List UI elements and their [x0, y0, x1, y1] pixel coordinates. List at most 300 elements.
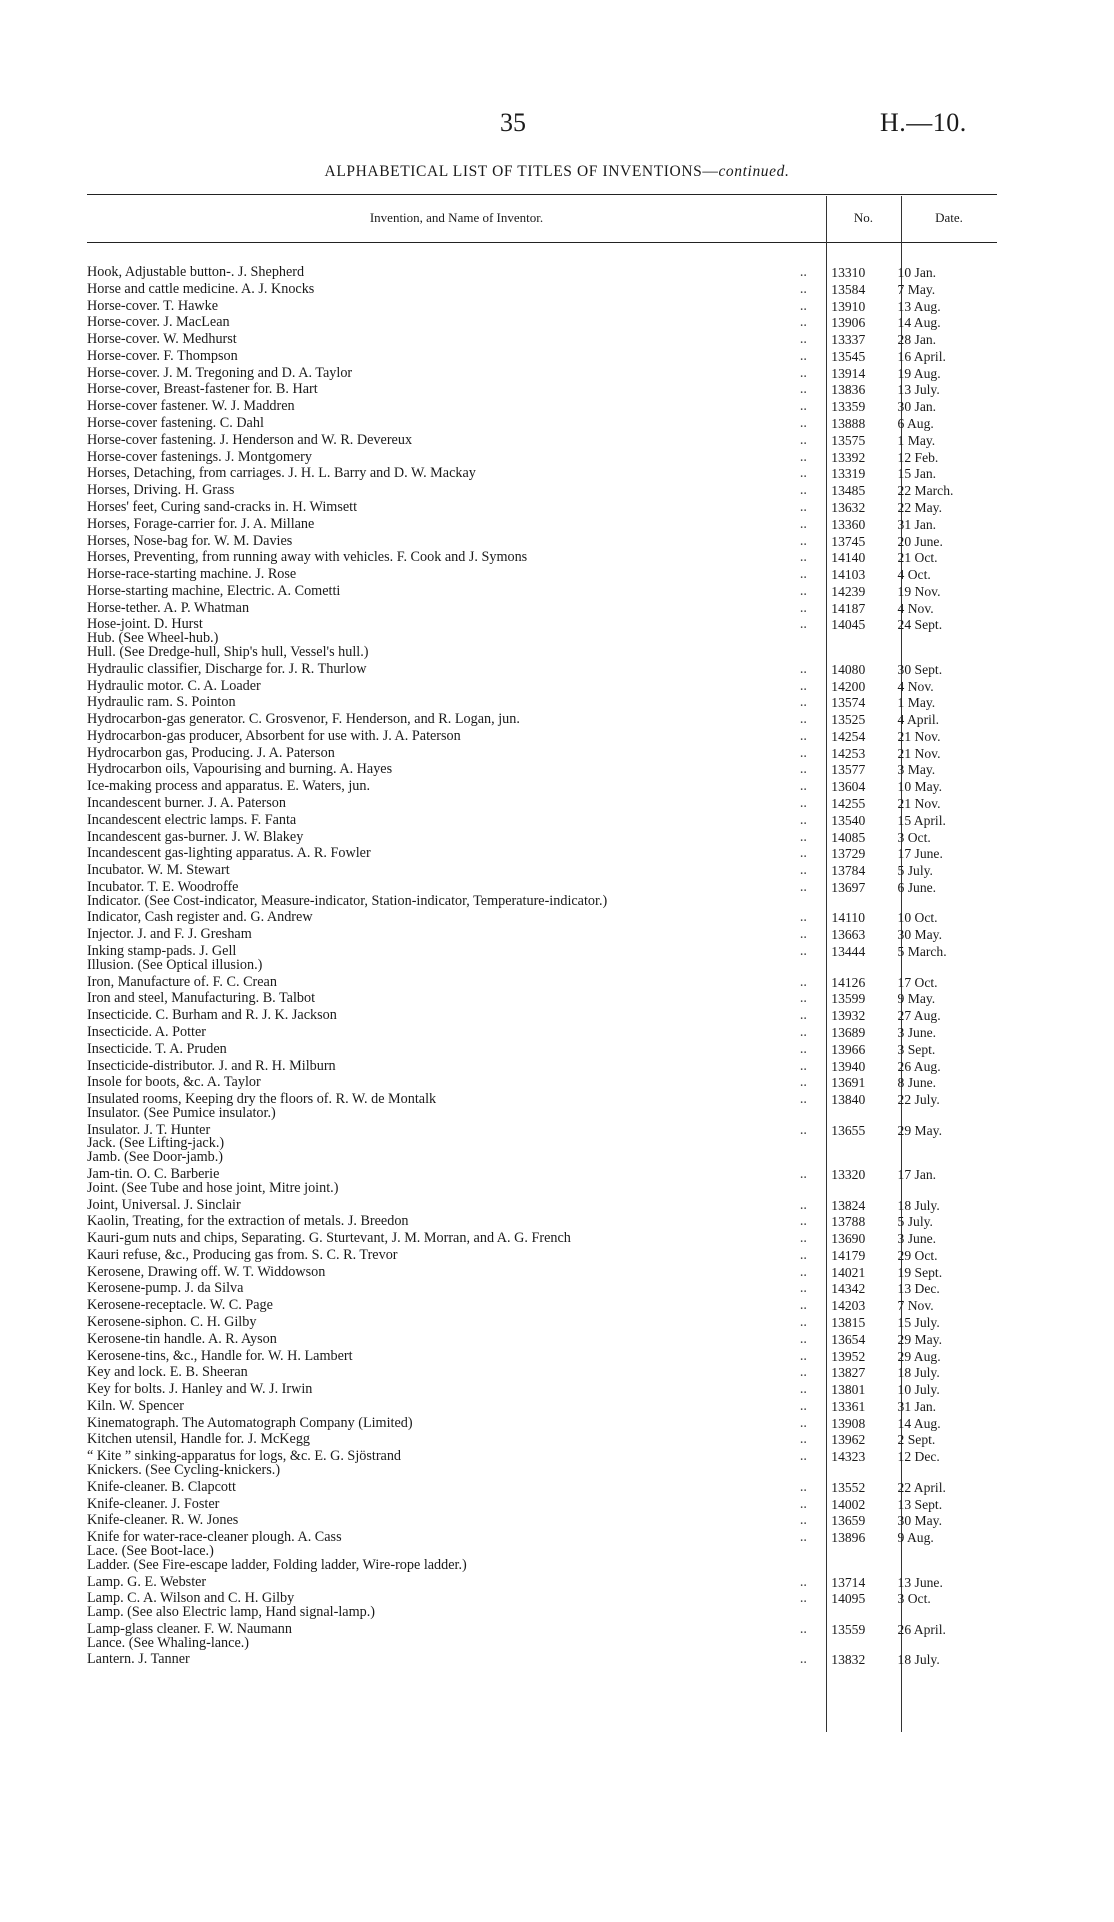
invention-title: Kiln. W. Spencer .. — [87, 1397, 807, 1414]
invention-title: Jam-tin. O. C. Barberie .. — [87, 1165, 807, 1182]
patent-number: 14323 — [831, 1449, 866, 1465]
patent-date: 12 Dec. — [897, 1449, 940, 1465]
dot-leader: .. — [799, 566, 807, 583]
dot-leader: .. — [799, 498, 807, 515]
patent-number: 13745 — [831, 533, 866, 549]
patent-number: 13444 — [831, 944, 866, 960]
invention-title: Lamp. G. E. Webster .. — [87, 1573, 807, 1590]
dot-leader: .. — [799, 1495, 807, 1512]
patent-date: 9 Aug. — [897, 1530, 934, 1546]
invention-title: Horse-cover. J. M. Tregoning and D. A. Taylor .. — [87, 364, 807, 381]
invention-title: Insulator. J. T. Hunter .. — [87, 1121, 807, 1138]
patent-number: 14342 — [831, 1281, 866, 1297]
patent-number: 13663 — [831, 927, 866, 943]
patent-date: 21 Nov. — [897, 745, 941, 761]
list-item — [87, 1009, 997, 1023]
patent-number: 13940 — [831, 1058, 866, 1074]
dot-leader: .. — [799, 297, 807, 314]
patent-date: 4 April. — [897, 712, 940, 728]
list-item — [87, 266, 997, 280]
list-item — [87, 1634, 997, 1651]
list-item — [87, 797, 997, 811]
list-item — [87, 498, 997, 515]
list-item — [87, 383, 997, 397]
patent-number: 13952 — [831, 1348, 866, 1364]
patent-date: 30 Jan. — [897, 399, 937, 415]
invention-title: Horse-tether. A. P. Whatman .. — [87, 599, 807, 616]
patent-number: 13840 — [831, 1092, 866, 1108]
list-item — [87, 484, 997, 498]
dot-leader: .. — [799, 660, 807, 677]
invention-title: Horse-cover fastening. J. Henderson and W. R. Devereux .. — [87, 431, 807, 448]
dot-leader: .. — [799, 582, 807, 599]
list-item — [87, 400, 997, 414]
list-item — [87, 1573, 997, 1590]
patent-number: 13788 — [831, 1214, 866, 1230]
dot-leader: .. — [799, 1213, 807, 1230]
dot-leader: .. — [799, 1314, 807, 1330]
list-item — [87, 1151, 997, 1165]
invention-title: Ice-making process and apparatus. E. Waters, jun. .. — [87, 778, 807, 795]
patent-date: 13 July. — [897, 382, 940, 398]
invention-title: Horse-cover. T. Hawke .. — [87, 297, 807, 314]
patent-date: 3 Sept. — [897, 1041, 936, 1057]
patent-date: 26 April. — [897, 1621, 946, 1637]
patent-date: 28 Jan. — [897, 332, 937, 348]
list-item — [87, 1366, 997, 1380]
patent-date: 30 May. — [897, 1513, 942, 1529]
list-item — [87, 696, 997, 710]
list-item — [87, 911, 997, 925]
patent-number: 13659 — [831, 1513, 866, 1529]
patent-number: 14187 — [831, 600, 866, 616]
patent-date: 9 May. — [897, 991, 936, 1007]
dot-leader: .. — [799, 1381, 807, 1398]
patent-date: 17 June. — [897, 846, 943, 862]
patent-date: 10 Oct. — [897, 910, 938, 926]
invention-title: Incandescent burner. J. A. Paterson .. — [87, 795, 807, 811]
dot-leader: .. — [799, 347, 807, 364]
patent-date: 30 May. — [897, 927, 942, 943]
dot-leader: .. — [799, 549, 807, 566]
list-item — [87, 643, 997, 660]
patent-number: 13932 — [831, 1008, 866, 1024]
patent-number: 13910 — [831, 298, 866, 314]
patent-number: 14110 — [831, 910, 865, 926]
patent-number: 13320 — [831, 1166, 866, 1182]
invention-title: Hook, Adjustable button-. J. Shepherd .. — [87, 264, 807, 280]
list-item — [87, 811, 997, 828]
invention-title: Incubator. W. M. Stewart .. — [87, 862, 807, 879]
invention-title: Lamp-glass cleaner. F. W. Naumann .. — [87, 1620, 807, 1637]
column-header-date: Date. — [935, 210, 963, 225]
dot-leader: .. — [799, 1651, 807, 1668]
patent-date: 14 Aug. — [897, 315, 941, 331]
patent-date: 22 March. — [897, 483, 954, 499]
invention-title: Hydraulic classifier, Discharge for. J. R. Thurlow .. — [87, 660, 807, 677]
dot-leader: .. — [799, 415, 807, 432]
patent-number: 13836 — [831, 382, 866, 398]
list-item — [87, 568, 997, 582]
dot-leader: .. — [799, 1263, 807, 1280]
dot-leader: .. — [799, 761, 807, 778]
invention-title: Hull. (See Dredge-hull, Ship's hull, Vessel's hull.) — [87, 643, 369, 660]
invention-title: Horse-cover. W. Medhurst .. — [87, 331, 807, 348]
invention-title: Insole for boots, &c. A. Taylor .. — [87, 1074, 807, 1091]
patent-number: 14140 — [831, 550, 866, 566]
invention-title: Hydrocarbon-gas producer, Absorbent for use with. J. A. Paterson .. — [87, 727, 807, 744]
invention-title: Knife-cleaner. J. Foster .. — [87, 1495, 807, 1512]
patent-number: 14203 — [831, 1298, 866, 1314]
dot-leader: .. — [799, 1573, 807, 1590]
invention-title: Horse-starting machine, Electric. A. Cometti .. — [87, 582, 807, 599]
patent-number: 13697 — [831, 879, 866, 895]
dot-leader: .. — [799, 599, 807, 616]
dot-leader: .. — [799, 795, 807, 811]
patent-date: 22 July. — [897, 1092, 940, 1108]
list-item — [87, 763, 997, 777]
list-item — [87, 333, 997, 347]
list-item — [87, 992, 997, 1006]
list-item — [87, 1263, 997, 1280]
patent-date: 13 June. — [897, 1574, 943, 1590]
list-item — [87, 864, 997, 878]
patent-number: 13584 — [831, 281, 866, 297]
list-item — [87, 928, 997, 942]
list-item — [87, 1514, 997, 1528]
dot-leader: .. — [799, 1431, 807, 1448]
patent-number: 13552 — [831, 1479, 866, 1495]
header-bottom-rule — [87, 242, 997, 243]
dot-leader: .. — [799, 1280, 807, 1297]
dot-leader: .. — [799, 1529, 807, 1546]
page-number: 35 — [500, 108, 526, 137]
dot-leader: .. — [799, 878, 807, 895]
invention-title: Insecticide. C. Burham and R. J. K. Jackson .. — [87, 1007, 807, 1024]
patent-date: 29 Aug. — [897, 1348, 941, 1364]
invention-title: Horses, Detaching, from carriages. J. H. L. Barry and D. W. Mackay .. — [87, 465, 807, 482]
patent-number: 13888 — [831, 416, 866, 432]
invention-title: Joint, Universal. J. Sinclair .. — [87, 1196, 807, 1213]
list-item — [87, 677, 997, 694]
patent-number: 14095 — [831, 1591, 866, 1607]
patent-number: 13832 — [831, 1652, 866, 1668]
list-item — [87, 1246, 997, 1263]
invention-title: Kitchen utensil, Handle for. J. McKegg .. — [87, 1431, 807, 1448]
patent-number: 13540 — [831, 812, 866, 828]
invention-title: Lace. (See Boot-lace.) — [87, 1542, 214, 1559]
dot-leader: .. — [799, 1364, 807, 1381]
invention-title: Injector. J. and F. J. Gresham .. — [87, 926, 807, 943]
dot-leader: .. — [799, 1448, 807, 1465]
invention-title: Incandescent electric lamps. F. Fanta .. — [87, 811, 807, 828]
patent-date: 4 Nov. — [897, 678, 934, 694]
patent-number: 13690 — [831, 1231, 866, 1247]
invention-title: Incandescent gas-lighting apparatus. A. R. Fowler .. — [87, 845, 807, 862]
patent-date: 29 May. — [897, 1331, 942, 1347]
patent-date: 10 May. — [897, 779, 942, 795]
invention-title: Horses, Preventing, from running away with vehicles. F. Cook and J. Symons .. — [87, 549, 807, 566]
patent-date: 10 July. — [897, 1382, 940, 1398]
patent-number: 14253 — [831, 745, 866, 761]
invention-title: Knife-cleaner. R. W. Jones .. — [87, 1512, 807, 1529]
dot-leader: .. — [799, 1057, 807, 1074]
dot-leader: .. — [799, 1347, 807, 1364]
invention-title: Hydrocarbon gas, Producing. J. A. Paterson .. — [87, 744, 807, 761]
patent-number: 13559 — [831, 1621, 866, 1637]
patent-date: 29 May. — [897, 1122, 942, 1138]
patent-date: 8 June. — [897, 1075, 937, 1091]
patent-date: 3 Oct. — [897, 1591, 931, 1607]
list-item — [87, 892, 997, 909]
dot-leader: .. — [799, 1023, 807, 1040]
dot-leader: .. — [799, 1297, 807, 1314]
invention-title: Iron and steel, Manufacturing. B. Talbot .. — [87, 990, 807, 1007]
patent-date: 5 March. — [897, 944, 947, 960]
invention-title: Horse-race-starting machine. J. Rose .. — [87, 566, 807, 583]
patent-number: 14103 — [831, 567, 866, 583]
dot-leader: .. — [799, 845, 807, 862]
dot-leader: .. — [799, 1230, 807, 1247]
list-item — [87, 515, 997, 532]
list-item — [87, 316, 997, 330]
invention-title: Insulated rooms, Keeping dry the floors of. R. W. de Montalk .. — [87, 1091, 807, 1108]
list-item — [87, 1316, 997, 1330]
patent-date: 31 Jan. — [897, 1398, 937, 1414]
list-item — [87, 1433, 997, 1447]
list-item — [87, 1076, 997, 1090]
dot-leader: .. — [799, 1478, 807, 1495]
column-header-no: No. — [853, 210, 874, 225]
list-item — [87, 956, 997, 973]
invention-title: Incubator. T. E. Woodroffe .. — [87, 878, 807, 895]
patent-date: 1 May. — [897, 695, 936, 711]
list-item — [87, 1556, 997, 1573]
dot-leader: .. — [799, 264, 807, 280]
patent-date: 18 July. — [897, 1652, 940, 1668]
list-item — [87, 847, 997, 861]
invention-title: Indicator. (See Cost-indicator, Measure-indicator, Station-indicator, Temperature-indicator.) — [87, 892, 608, 909]
patent-date: 24 Sept. — [897, 617, 943, 633]
list-item — [87, 660, 997, 677]
patent-date: 19 Sept. — [897, 1264, 943, 1280]
patent-number: 13359 — [831, 399, 866, 415]
invention-title: Horses' feet, Curing sand-cracks in. H. Wimsett .. — [87, 498, 807, 515]
patent-date: 13 Sept. — [897, 1496, 943, 1512]
invention-title: Jack. (See Lifting-jack.) — [87, 1135, 225, 1152]
patent-number: 13525 — [831, 712, 866, 728]
invention-title: Hydrocarbon oils, Vapourising and burning. A. Hayes .. — [87, 761, 807, 778]
list-item — [87, 1606, 997, 1620]
list-item — [87, 1478, 997, 1495]
invention-title: Kauri-gum nuts and chips, Separating. G. Sturtevant, J. M. Morran, and A. G. French .. — [87, 1230, 807, 1247]
patent-number: 13691 — [831, 1075, 866, 1091]
invention-title: Joint. (See Tube and hose joint, Mitre joint.) — [87, 1179, 339, 1196]
patent-date: 22 April. — [897, 1479, 946, 1495]
dot-leader: .. — [799, 465, 807, 482]
list-item — [87, 727, 997, 744]
patent-date: 12 Feb. — [897, 449, 939, 465]
patent-number: 13815 — [831, 1315, 866, 1330]
document-code: H.—10. — [880, 108, 967, 137]
invention-title: Lamp. C. A. Wilson and C. H. Gilby .. — [87, 1590, 807, 1607]
invention-title: Kerosene-tin handle. A. R. Ayson .. — [87, 1330, 807, 1347]
dot-leader: .. — [799, 828, 807, 845]
invention-title: Hose-joint. D. Hurst .. — [87, 616, 807, 633]
dot-leader: .. — [799, 677, 807, 694]
list-item — [87, 1330, 997, 1347]
invention-title: Knickers. (See Cycling-knickers.) — [87, 1462, 281, 1479]
patent-number: 13689 — [831, 1024, 866, 1040]
patent-number: 13966 — [831, 1041, 866, 1057]
list-item — [87, 297, 997, 314]
patent-number: 13714 — [831, 1574, 866, 1590]
patent-date: 18 July. — [897, 1197, 940, 1213]
patent-number: 14200 — [831, 678, 866, 694]
dot-leader: .. — [799, 926, 807, 943]
list-item — [87, 1137, 997, 1151]
invention-title: Inking stamp-pads. J. Gell .. — [87, 943, 807, 960]
invention-title: Kerosene-siphon. C. H. Gilby .. — [87, 1314, 807, 1330]
list-item — [87, 1397, 997, 1414]
invention-title: Kerosene, Drawing off. W. T. Widdowson .. — [87, 1263, 807, 1280]
dot-leader: .. — [799, 1007, 807, 1024]
invention-title: Horses, Driving. H. Grass .. — [87, 482, 807, 499]
invention-title: Horse-cover fastener. W. J. Maddren .. — [87, 398, 807, 415]
list-item — [87, 1232, 997, 1246]
patent-date: 3 May. — [897, 762, 936, 778]
invention-title: Horse-cover fastening. C. Dahl .. — [87, 415, 807, 432]
patent-number: 13337 — [831, 332, 866, 348]
invention-title: Kerosene-receptacle. W. C. Page .. — [87, 1297, 807, 1314]
dot-leader: .. — [799, 381, 807, 398]
title-continued: continued. — [718, 163, 790, 180]
dot-leader: .. — [799, 727, 807, 744]
patent-number: 13908 — [831, 1415, 866, 1431]
dot-leader: .. — [799, 694, 807, 711]
dot-leader: .. — [799, 1414, 807, 1431]
invention-title: Hydrocarbon-gas generator. C. Grosvenor, F. Henderson, and R. Logan, jun. .. — [87, 711, 807, 728]
patent-date: 7 May. — [897, 281, 936, 297]
list-item — [87, 551, 997, 565]
invention-title: Illusion. (See Optical illusion.) — [87, 956, 263, 973]
patent-date: 21 Nov. — [897, 728, 941, 744]
patent-date: 21 Oct. — [897, 550, 938, 566]
dot-leader: .. — [799, 1040, 807, 1057]
dot-leader: .. — [799, 943, 807, 960]
dot-leader: .. — [799, 482, 807, 499]
patent-number: 13319 — [831, 466, 866, 482]
list-item — [87, 1347, 997, 1364]
invention-title: Knife-cleaner. B. Clapcott .. — [87, 1478, 807, 1495]
dot-leader: .. — [799, 1091, 807, 1108]
header-top-rule — [87, 194, 997, 195]
patent-date: 26 Aug. — [897, 1058, 941, 1074]
patent-number: 13604 — [831, 779, 866, 795]
patent-date: 7 Nov. — [897, 1298, 934, 1314]
list-item — [87, 1299, 997, 1313]
invention-title: “ Kite ” sinking-apparatus for logs, &c. E. G. Sjöstrand .. — [87, 1448, 807, 1465]
patent-date: 22 May. — [897, 499, 942, 515]
dot-leader: .. — [799, 398, 807, 415]
invention-title: Hydraulic ram. S. Pointon .. — [87, 694, 807, 711]
invention-title: Insecticide. A. Potter .. — [87, 1023, 807, 1040]
patent-date: 2 Sept. — [897, 1432, 936, 1448]
list-item — [87, 744, 997, 761]
list-item — [87, 713, 997, 727]
patent-number: 13914 — [831, 365, 866, 381]
dot-leader: .. — [799, 515, 807, 532]
dot-leader: .. — [799, 1512, 807, 1529]
invention-title: Horse-cover. J. MacLean .. — [87, 314, 807, 331]
list-item — [87, 1653, 997, 1667]
dot-leader: .. — [799, 1196, 807, 1213]
dot-leader: .. — [799, 1246, 807, 1263]
patent-date: 10 Jan. — [897, 265, 937, 280]
list-item — [87, 1179, 997, 1196]
patent-number: 13575 — [831, 432, 866, 448]
patent-number: 13392 — [831, 449, 866, 465]
list-item — [87, 599, 997, 616]
dot-leader: .. — [799, 862, 807, 879]
list-item — [87, 618, 997, 632]
dot-leader: .. — [799, 1620, 807, 1637]
invention-title: Horses, Forage-carrier for. J. A. Millane .. — [87, 515, 807, 532]
patent-date: 3 Oct. — [897, 829, 931, 845]
patent-number: 14080 — [831, 661, 866, 677]
list-item — [87, 1104, 997, 1121]
list-item — [87, 828, 997, 845]
list-item — [87, 417, 997, 431]
dot-leader: .. — [799, 1330, 807, 1347]
invention-title: Jamb. (See Door-jamb.) — [87, 1149, 224, 1166]
patent-date: 6 June. — [897, 879, 937, 895]
dot-leader: .. — [799, 280, 807, 297]
dot-leader: .. — [799, 314, 807, 331]
patent-date: 15 April. — [897, 812, 946, 828]
invention-title: Horse-cover. F. Thompson .. — [87, 347, 807, 364]
patent-number: 13545 — [831, 348, 866, 364]
dot-leader: .. — [799, 711, 807, 728]
invention-title: Key and lock. E. B. Sheeran .. — [87, 1364, 807, 1381]
dot-leader: .. — [799, 1165, 807, 1182]
patent-number: 13654 — [831, 1331, 866, 1347]
invention-title: Insulator. (See Pumice insulator.) — [87, 1104, 276, 1121]
dot-leader: .. — [799, 616, 807, 633]
invention-title: Hub. (See Wheel-hub.) — [87, 630, 219, 647]
patent-date: 14 Aug. — [897, 1415, 941, 1431]
list-item — [87, 1282, 997, 1296]
invention-title: Kaolin, Treating, for the extraction of metals. J. Breedon .. — [87, 1213, 807, 1230]
patent-date: 3 June. — [897, 1024, 937, 1040]
dot-leader: .. — [799, 1590, 807, 1607]
list-item — [87, 1023, 997, 1040]
patent-number: 13360 — [831, 516, 866, 532]
list-item — [87, 973, 997, 990]
dot-leader: .. — [799, 811, 807, 828]
patent-date: 4 Nov. — [897, 600, 934, 616]
list-item — [87, 364, 997, 381]
list-item — [87, 1495, 997, 1512]
invention-title: Kauri refuse, &c., Producing gas from. S. C. R. Trevor .. — [87, 1246, 807, 1263]
list-item — [87, 347, 997, 364]
list-item — [87, 1040, 997, 1057]
patent-number: 13784 — [831, 863, 866, 879]
patent-date: 1 May. — [897, 432, 936, 448]
invention-title: Hydraulic motor. C. A. Loader .. — [87, 677, 807, 694]
patent-number: 13485 — [831, 483, 866, 499]
list-item — [87, 780, 997, 794]
